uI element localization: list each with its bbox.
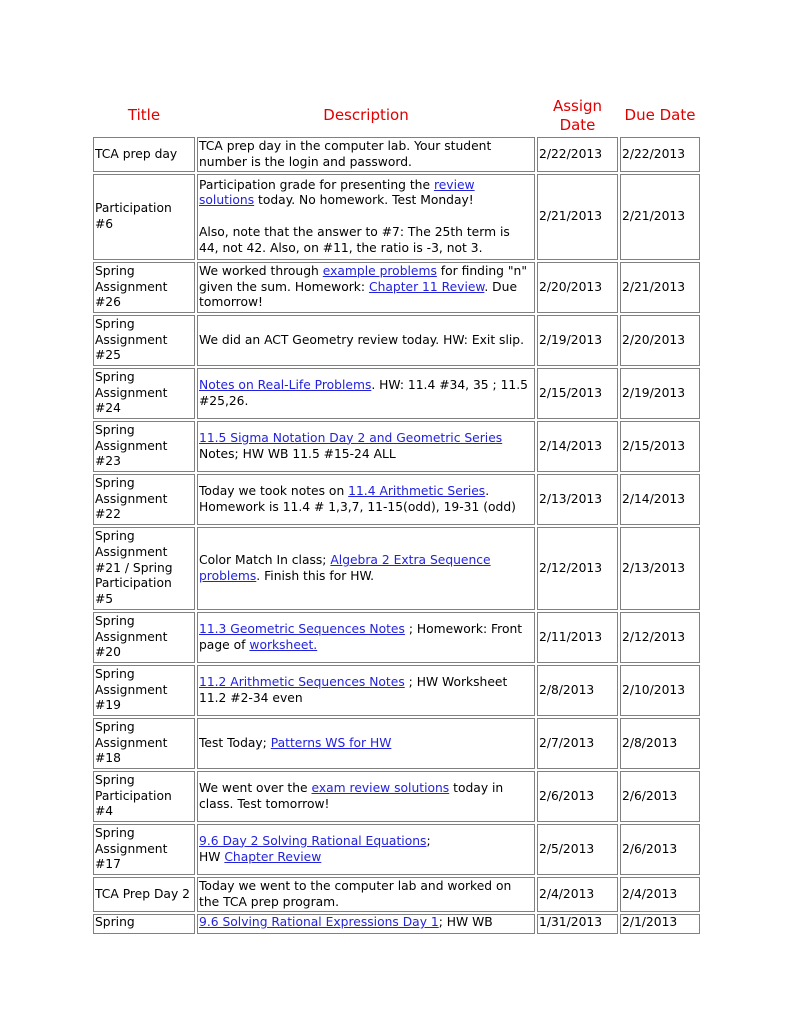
- row-assign-date: 2/21/2013: [537, 174, 618, 260]
- description-text: . Homework is 11.4 # 1,3,7, 11-15(odd), 19-31 (odd): [199, 483, 516, 514]
- paragraph-gap: [199, 209, 533, 225]
- row-due-date: 2/6/2013: [620, 771, 700, 822]
- description-link[interactable]: 11.4 Arithmetic Series: [348, 483, 486, 498]
- row-description: [197, 474, 535, 525]
- row-title: Spring Assignment #19: [93, 665, 195, 716]
- row-description: [197, 315, 535, 366]
- description-text: ; HW Worksheet 11.2 #2-34 even: [199, 674, 508, 705]
- description-text: today. No homework. Test Monday!: [254, 193, 474, 208]
- row-assign-date: 2/20/2013: [537, 262, 618, 313]
- row-due-date: 2/15/2013: [620, 421, 700, 472]
- row-assign-date: 2/11/2013: [537, 612, 618, 663]
- row-title: Spring Assignment #20: [93, 612, 195, 663]
- row-title: Participation #6: [93, 174, 195, 260]
- table-row: [93, 137, 700, 172]
- description-text: Also, note that the answer to #7: The 25th term is 44, not 42. Also, on #11, the ratio is -3, not 3.: [199, 224, 510, 255]
- description-text: ; HW WB: [438, 915, 493, 929]
- row-due-date: 2/20/2013: [620, 315, 700, 366]
- table-row: [93, 665, 700, 716]
- row-title: Spring Assignment #24: [93, 368, 195, 419]
- description-text: today in class. Test tomorrow!: [199, 780, 504, 811]
- table-row: [93, 771, 700, 822]
- row-title: Spring Assignment #25: [93, 315, 195, 366]
- row-assign-date: 2/22/2013: [537, 137, 618, 172]
- row-description: [197, 262, 535, 313]
- description-link[interactable]: 9.6 Solving Rational Expressions Day 1: [199, 915, 439, 929]
- row-assign-date: 2/6/2013: [537, 771, 618, 822]
- description-link[interactable]: worksheet.: [249, 637, 318, 652]
- row-description: [197, 137, 535, 172]
- row-description: [197, 421, 535, 472]
- row-due-date: 2/8/2013: [620, 718, 700, 769]
- header-row: [93, 96, 700, 135]
- row-due-date: 2/19/2013: [620, 368, 700, 419]
- description-link[interactable]: 11.5 Sigma Notation Day 2 and Geometric Series: [199, 430, 503, 445]
- description-link[interactable]: 9.6 Day 2 Solving Rational Equations: [199, 833, 427, 848]
- description-text: Participation grade for presenting the: [199, 177, 434, 192]
- header-due-date: Due Date: [624, 106, 696, 124]
- table-row: [93, 718, 700, 769]
- description-text: We went over the: [199, 780, 312, 795]
- description-text: . Due tomorrow!: [199, 279, 518, 310]
- description-text: TCA prep day in the computer lab. Your student number is the login and password.: [199, 138, 492, 169]
- table-row: [93, 368, 700, 419]
- description-link[interactable]: Chapter 11 Review: [368, 279, 485, 294]
- table-row: [93, 421, 700, 472]
- description-link[interactable]: example problems: [322, 263, 437, 278]
- table-row: [93, 877, 700, 912]
- description-link[interactable]: Chapter Review: [224, 849, 322, 864]
- description-text: for finding "n" given the sum. Homework:: [199, 263, 527, 294]
- row-title: Spring Assignment #26: [93, 262, 195, 313]
- description-text: We did an ACT Geometry review today. HW: Exit slip.: [199, 332, 525, 347]
- row-assign-date: 2/8/2013: [537, 665, 618, 716]
- row-due-date: 2/10/2013: [620, 665, 700, 716]
- description-text: Test Today;: [199, 735, 271, 750]
- row-assign-date: 2/14/2013: [537, 421, 618, 472]
- row-title: Spring: [93, 914, 195, 934]
- row-title: TCA Prep Day 2: [93, 877, 195, 912]
- row-title: Spring Assignment #18: [93, 718, 195, 769]
- table-row: [93, 315, 700, 366]
- description-link[interactable]: Patterns WS for HW: [270, 735, 392, 750]
- assignments-table: [91, 94, 702, 936]
- row-description: [197, 771, 535, 822]
- row-due-date: 2/12/2013: [620, 612, 700, 663]
- table-row: [93, 262, 700, 313]
- row-assign-date: 2/19/2013: [537, 315, 618, 366]
- table-row: [93, 174, 700, 260]
- header-description: Description: [323, 106, 409, 124]
- row-due-date: 2/4/2013: [620, 877, 700, 912]
- description-text: . Finish this for HW.: [256, 568, 375, 583]
- row-assign-date: 2/4/2013: [537, 877, 618, 912]
- table-row: [93, 474, 700, 525]
- row-assign-date: 2/13/2013: [537, 474, 618, 525]
- row-assign-date: 2/5/2013: [537, 824, 618, 875]
- description-text: ;: [426, 833, 431, 848]
- table-row: [93, 612, 700, 663]
- description-link[interactable]: Notes on Real-Life Problems: [199, 377, 372, 392]
- assignments-table-container: [91, 94, 700, 929]
- description-link[interactable]: review solutions: [199, 177, 475, 208]
- row-due-date: 2/14/2013: [620, 474, 700, 525]
- row-description: [197, 877, 535, 912]
- row-due-date: 2/6/2013: [620, 824, 700, 875]
- description-text: Today we went to the computer lab and worked on the TCA prep program.: [199, 878, 512, 909]
- header-assign-date: Assign Date: [552, 96, 603, 134]
- row-title: Spring Assignment #22: [93, 474, 195, 525]
- row-title: Spring Participation #4: [93, 771, 195, 822]
- row-description: [197, 368, 535, 419]
- row-description: [197, 527, 535, 610]
- row-title: Spring Assignment #23: [93, 421, 195, 472]
- description-text: ; Homework: Front page of: [199, 621, 523, 652]
- row-description: [197, 914, 535, 934]
- row-title: Spring Assignment #17: [93, 824, 195, 875]
- description-text: We worked through: [199, 263, 323, 278]
- row-assign-date: 1/31/2013: [537, 914, 618, 934]
- description-text: HW: [199, 849, 225, 864]
- row-title: Spring Assignment #21 / Spring Participation #5: [93, 527, 195, 610]
- row-description: [197, 665, 535, 716]
- description-link[interactable]: exam review solutions: [311, 780, 450, 795]
- row-assign-date: 2/12/2013: [537, 527, 618, 610]
- description-text: Notes; HW WB 11.5 #15-24 ALL: [199, 446, 396, 461]
- row-due-date: 2/21/2013: [620, 174, 700, 260]
- row-assign-date: 2/7/2013: [537, 718, 618, 769]
- row-due-date: 2/13/2013: [620, 527, 700, 610]
- description-text: . HW: 11.4 #34, 35 ; 11.5 #25,26.: [199, 377, 528, 408]
- row-description: [197, 174, 535, 260]
- description-link[interactable]: 11.3 Geometric Sequences Notes: [199, 621, 405, 636]
- row-due-date: 2/1/2013: [620, 914, 700, 934]
- description-link[interactable]: Algebra 2 Extra Sequence problems: [199, 552, 491, 583]
- description-text: Color Match In class;: [199, 552, 331, 567]
- table-row: [93, 914, 700, 934]
- table-row: [93, 824, 700, 875]
- row-title: TCA prep day: [93, 137, 195, 172]
- row-description: [197, 824, 535, 875]
- row-description: [197, 612, 535, 663]
- row-due-date: 2/22/2013: [620, 137, 700, 172]
- description-text: Today we took notes on: [199, 483, 349, 498]
- row-due-date: 2/21/2013: [620, 262, 700, 313]
- row-assign-date: 2/15/2013: [537, 368, 618, 419]
- description-link[interactable]: 11.2 Arithmetic Sequences Notes: [199, 674, 405, 689]
- header-title: Title: [127, 106, 161, 124]
- row-description: [197, 718, 535, 769]
- table-row: [93, 527, 700, 610]
